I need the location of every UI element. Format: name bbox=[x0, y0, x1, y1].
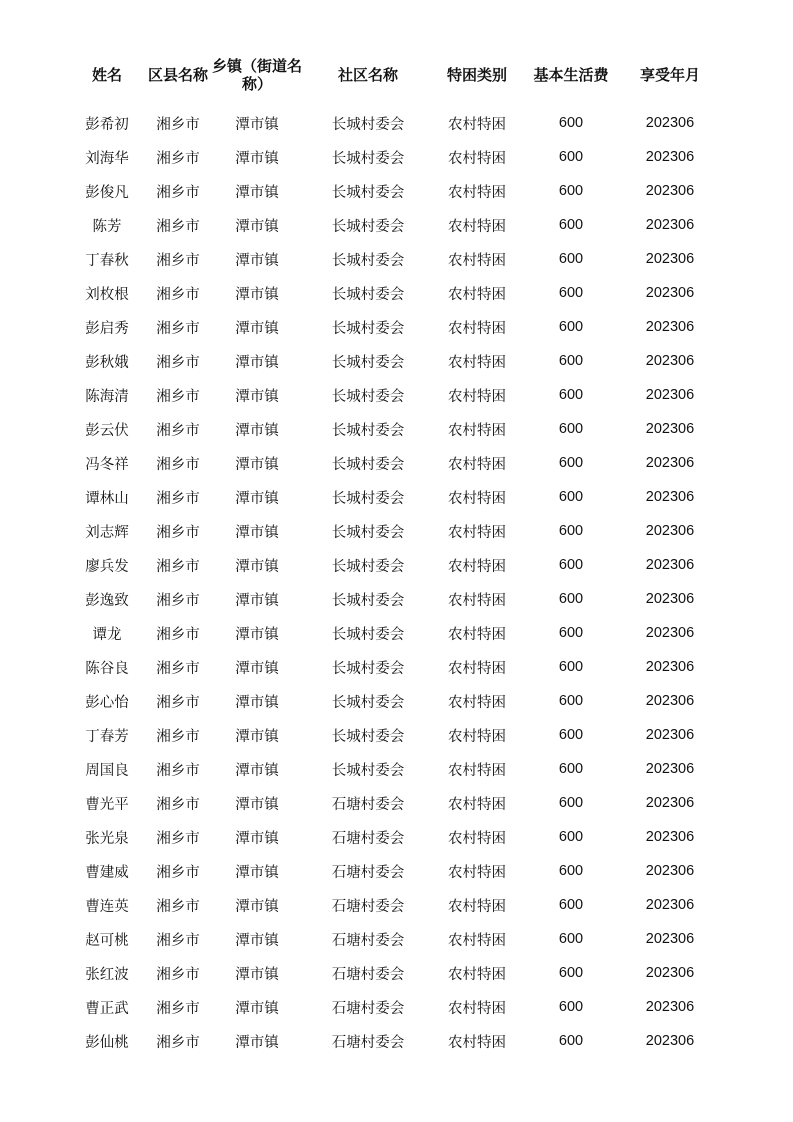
cell-county: 湘乡市 bbox=[156, 150, 200, 167]
cell-name: 彭希初 bbox=[85, 116, 129, 133]
table-body bbox=[70, 106, 718, 1058]
cell-type: 农村特困 bbox=[448, 558, 506, 575]
cell-county: 湘乡市 bbox=[156, 184, 200, 201]
cell-community: 石塘村委会 bbox=[331, 966, 405, 983]
cell-type: 农村特困 bbox=[448, 966, 506, 983]
header-name: 姓名 bbox=[91, 66, 122, 84]
cell-community: 长城村委会 bbox=[331, 592, 405, 609]
table-row bbox=[70, 616, 718, 650]
cell-name: 彭启秀 bbox=[85, 320, 129, 337]
header-county: 区县名称 bbox=[147, 66, 208, 84]
cell-fee: 600 bbox=[558, 115, 584, 131]
table-row bbox=[70, 310, 718, 344]
cell-community: 长城村委会 bbox=[331, 558, 405, 575]
cell-name: 彭秋娥 bbox=[85, 354, 129, 371]
cell-town: 潭市镇 bbox=[235, 694, 279, 711]
cell-county: 湘乡市 bbox=[156, 966, 200, 983]
table-row bbox=[70, 854, 718, 888]
cell-town: 潭市镇 bbox=[235, 354, 279, 371]
cell-town: 潭市镇 bbox=[235, 762, 279, 779]
cell-name: 陈海清 bbox=[85, 388, 129, 405]
cell-fee: 600 bbox=[558, 149, 584, 165]
table-row bbox=[70, 888, 718, 922]
cell-fee: 600 bbox=[558, 421, 584, 437]
cell-county: 湘乡市 bbox=[156, 796, 200, 813]
table-row bbox=[70, 1024, 718, 1058]
cell-name: 周国良 bbox=[85, 762, 129, 779]
cell-name: 谭林山 bbox=[85, 490, 129, 507]
cell-county: 湘乡市 bbox=[156, 694, 200, 711]
cell-fee: 600 bbox=[558, 795, 584, 811]
cell-town: 潭市镇 bbox=[235, 796, 279, 813]
cell-month: 202306 bbox=[645, 183, 695, 199]
cell-month: 202306 bbox=[645, 829, 695, 845]
cell-fee: 600 bbox=[558, 387, 584, 403]
header-spacer bbox=[70, 98, 718, 106]
cell-name: 赵可桃 bbox=[85, 932, 129, 949]
cell-month: 202306 bbox=[645, 999, 695, 1015]
cell-month: 202306 bbox=[645, 319, 695, 335]
cell-type: 农村特困 bbox=[448, 320, 506, 337]
cell-fee: 600 bbox=[558, 999, 584, 1015]
cell-fee: 600 bbox=[558, 965, 584, 981]
cell-county: 湘乡市 bbox=[156, 1034, 200, 1051]
cell-month: 202306 bbox=[645, 557, 695, 573]
cell-fee: 600 bbox=[558, 863, 584, 879]
cell-name: 刘志辉 bbox=[85, 524, 129, 541]
cell-town: 潭市镇 bbox=[235, 1034, 279, 1051]
cell-fee: 600 bbox=[558, 523, 584, 539]
beneficiary-table bbox=[70, 52, 718, 1058]
cell-town: 潭市镇 bbox=[235, 184, 279, 201]
table-row bbox=[70, 650, 718, 684]
cell-fee: 600 bbox=[558, 285, 584, 301]
cell-town: 潭市镇 bbox=[235, 932, 279, 949]
cell-type: 农村特困 bbox=[448, 728, 506, 745]
cell-community: 石塘村委会 bbox=[331, 1034, 405, 1051]
cell-name: 陈谷良 bbox=[85, 660, 129, 677]
cell-county: 湘乡市 bbox=[156, 626, 200, 643]
cell-community: 长城村委会 bbox=[331, 184, 405, 201]
table-row bbox=[70, 582, 718, 616]
cell-town: 潭市镇 bbox=[235, 728, 279, 745]
cell-fee: 600 bbox=[558, 931, 584, 947]
cell-month: 202306 bbox=[645, 897, 695, 913]
cell-community: 长城村委会 bbox=[331, 320, 405, 337]
cell-county: 湘乡市 bbox=[156, 388, 200, 405]
table-row bbox=[70, 174, 718, 208]
cell-fee: 600 bbox=[558, 693, 584, 709]
cell-community: 石塘村委会 bbox=[331, 830, 405, 847]
cell-name: 彭云伏 bbox=[85, 422, 129, 439]
cell-fee: 600 bbox=[558, 591, 584, 607]
cell-town: 潭市镇 bbox=[235, 286, 279, 303]
table-row bbox=[70, 412, 718, 446]
cell-month: 202306 bbox=[645, 149, 695, 165]
cell-month: 202306 bbox=[645, 625, 695, 641]
header-town: 乡镇（街道名称） bbox=[212, 57, 303, 93]
cell-county: 湘乡市 bbox=[156, 898, 200, 915]
cell-month: 202306 bbox=[645, 727, 695, 743]
cell-community: 长城村委会 bbox=[331, 116, 405, 133]
cell-county: 湘乡市 bbox=[156, 1000, 200, 1017]
cell-community: 长城村委会 bbox=[331, 694, 405, 711]
cell-type: 农村特困 bbox=[448, 354, 506, 371]
cell-type: 农村特困 bbox=[448, 830, 506, 847]
cell-community: 长城村委会 bbox=[331, 150, 405, 167]
table-row bbox=[70, 344, 718, 378]
cell-community: 石塘村委会 bbox=[331, 932, 405, 949]
cell-county: 湘乡市 bbox=[156, 558, 200, 575]
cell-community: 长城村委会 bbox=[331, 286, 405, 303]
cell-fee: 600 bbox=[558, 625, 584, 641]
table-row bbox=[70, 786, 718, 820]
cell-month: 202306 bbox=[645, 387, 695, 403]
cell-month: 202306 bbox=[645, 285, 695, 301]
cell-town: 潭市镇 bbox=[235, 830, 279, 847]
cell-month: 202306 bbox=[645, 659, 695, 675]
cell-type: 农村特困 bbox=[448, 252, 506, 269]
cell-county: 湘乡市 bbox=[156, 728, 200, 745]
cell-name: 张光泉 bbox=[85, 830, 129, 847]
cell-fee: 600 bbox=[558, 1033, 584, 1049]
cell-fee: 600 bbox=[558, 489, 584, 505]
cell-type: 农村特困 bbox=[448, 762, 506, 779]
cell-month: 202306 bbox=[645, 965, 695, 981]
table-row bbox=[70, 820, 718, 854]
cell-county: 湘乡市 bbox=[156, 320, 200, 337]
table-row bbox=[70, 446, 718, 480]
cell-county: 湘乡市 bbox=[156, 864, 200, 881]
cell-town: 潭市镇 bbox=[235, 966, 279, 983]
cell-month: 202306 bbox=[645, 523, 695, 539]
cell-county: 湘乡市 bbox=[156, 830, 200, 847]
cell-town: 潭市镇 bbox=[235, 1000, 279, 1017]
cell-town: 潭市镇 bbox=[235, 864, 279, 881]
cell-town: 潭市镇 bbox=[235, 388, 279, 405]
cell-name: 刘枚根 bbox=[85, 286, 129, 303]
cell-type: 农村特困 bbox=[448, 626, 506, 643]
cell-type: 农村特困 bbox=[448, 796, 506, 813]
cell-fee: 600 bbox=[558, 251, 584, 267]
cell-type: 农村特困 bbox=[448, 864, 506, 881]
table-row bbox=[70, 956, 718, 990]
cell-county: 湘乡市 bbox=[156, 592, 200, 609]
cell-town: 潭市镇 bbox=[235, 626, 279, 643]
cell-county: 湘乡市 bbox=[156, 422, 200, 439]
cell-fee: 600 bbox=[558, 183, 584, 199]
cell-month: 202306 bbox=[645, 251, 695, 267]
cell-community: 长城村委会 bbox=[331, 660, 405, 677]
table-row bbox=[70, 752, 718, 786]
cell-county: 湘乡市 bbox=[156, 218, 200, 235]
cell-type: 农村特困 bbox=[448, 116, 506, 133]
cell-community: 长城村委会 bbox=[331, 218, 405, 235]
cell-town: 潭市镇 bbox=[235, 490, 279, 507]
cell-town: 潭市镇 bbox=[235, 898, 279, 915]
cell-name: 刘海华 bbox=[85, 150, 129, 167]
cell-month: 202306 bbox=[645, 1033, 695, 1049]
cell-fee: 600 bbox=[558, 727, 584, 743]
cell-month: 202306 bbox=[645, 353, 695, 369]
cell-town: 潭市镇 bbox=[235, 320, 279, 337]
cell-community: 长城村委会 bbox=[331, 626, 405, 643]
cell-town: 潭市镇 bbox=[235, 422, 279, 439]
cell-community: 长城村委会 bbox=[331, 490, 405, 507]
cell-county: 湘乡市 bbox=[156, 354, 200, 371]
cell-town: 潭市镇 bbox=[235, 592, 279, 609]
cell-type: 农村特困 bbox=[448, 184, 506, 201]
header-type: 特困类别 bbox=[446, 66, 507, 84]
cell-fee: 600 bbox=[558, 353, 584, 369]
cell-town: 潭市镇 bbox=[235, 660, 279, 677]
cell-name: 彭逸致 bbox=[85, 592, 129, 609]
cell-town: 潭市镇 bbox=[235, 150, 279, 167]
table-row bbox=[70, 140, 718, 174]
cell-name: 彭俊凡 bbox=[85, 184, 129, 201]
table-row bbox=[70, 990, 718, 1024]
table-row bbox=[70, 514, 718, 548]
cell-type: 农村特困 bbox=[448, 592, 506, 609]
cell-fee: 600 bbox=[558, 557, 584, 573]
cell-name: 谭龙 bbox=[92, 626, 122, 643]
table-row bbox=[70, 106, 718, 140]
cell-name: 曹光平 bbox=[85, 796, 129, 813]
cell-month: 202306 bbox=[645, 693, 695, 709]
table-row bbox=[70, 276, 718, 310]
cell-county: 湘乡市 bbox=[156, 762, 200, 779]
cell-month: 202306 bbox=[645, 931, 695, 947]
cell-type: 农村特困 bbox=[448, 456, 506, 473]
cell-county: 湘乡市 bbox=[156, 456, 200, 473]
cell-community: 长城村委会 bbox=[331, 728, 405, 745]
table-header bbox=[70, 52, 718, 106]
cell-name: 曹连英 bbox=[85, 898, 129, 915]
cell-name: 丁春芳 bbox=[85, 728, 129, 745]
cell-fee: 600 bbox=[558, 217, 584, 233]
header-month: 享受年月 bbox=[639, 66, 700, 84]
cell-type: 农村特困 bbox=[448, 694, 506, 711]
table-row bbox=[70, 378, 718, 412]
cell-community: 石塘村委会 bbox=[331, 796, 405, 813]
table-row bbox=[70, 242, 718, 276]
cell-fee: 600 bbox=[558, 455, 584, 471]
cell-month: 202306 bbox=[645, 455, 695, 471]
cell-town: 潭市镇 bbox=[235, 116, 279, 133]
cell-type: 农村特困 bbox=[448, 932, 506, 949]
header-row bbox=[70, 52, 718, 98]
cell-town: 潭市镇 bbox=[235, 252, 279, 269]
cell-town: 潭市镇 bbox=[235, 218, 279, 235]
cell-name: 冯冬祥 bbox=[85, 456, 129, 473]
cell-county: 湘乡市 bbox=[156, 524, 200, 541]
table-row bbox=[70, 480, 718, 514]
cell-month: 202306 bbox=[645, 795, 695, 811]
table-row bbox=[70, 548, 718, 582]
cell-month: 202306 bbox=[645, 591, 695, 607]
cell-community: 石塘村委会 bbox=[331, 1000, 405, 1017]
cell-name: 曹正武 bbox=[85, 1000, 129, 1017]
cell-type: 农村特困 bbox=[448, 422, 506, 439]
cell-community: 长城村委会 bbox=[331, 388, 405, 405]
cell-type: 农村特困 bbox=[448, 150, 506, 167]
cell-name: 曹建威 bbox=[85, 864, 129, 881]
table-row bbox=[70, 208, 718, 242]
table-row bbox=[70, 922, 718, 956]
cell-type: 农村特困 bbox=[448, 1034, 506, 1051]
cell-town: 潭市镇 bbox=[235, 456, 279, 473]
cell-community: 长城村委会 bbox=[331, 252, 405, 269]
cell-name: 丁春秋 bbox=[85, 252, 129, 269]
cell-community: 石塘村委会 bbox=[331, 898, 405, 915]
cell-county: 湘乡市 bbox=[156, 490, 200, 507]
cell-type: 农村特困 bbox=[448, 524, 506, 541]
cell-month: 202306 bbox=[645, 863, 695, 879]
cell-community: 石塘村委会 bbox=[331, 864, 405, 881]
cell-type: 农村特困 bbox=[448, 898, 506, 915]
cell-name: 陈芳 bbox=[92, 218, 122, 235]
cell-fee: 600 bbox=[558, 829, 584, 845]
cell-month: 202306 bbox=[645, 761, 695, 777]
cell-type: 农村特困 bbox=[448, 660, 506, 677]
cell-county: 湘乡市 bbox=[156, 660, 200, 677]
cell-month: 202306 bbox=[645, 489, 695, 505]
cell-name: 张红波 bbox=[85, 966, 129, 983]
table-row bbox=[70, 718, 718, 752]
cell-community: 长城村委会 bbox=[331, 354, 405, 371]
cell-type: 农村特困 bbox=[448, 1000, 506, 1017]
cell-county: 湘乡市 bbox=[156, 932, 200, 949]
cell-town: 潭市镇 bbox=[235, 524, 279, 541]
table-row bbox=[70, 684, 718, 718]
cell-type: 农村特困 bbox=[448, 286, 506, 303]
cell-community: 长城村委会 bbox=[331, 456, 405, 473]
cell-fee: 600 bbox=[558, 897, 584, 913]
cell-county: 湘乡市 bbox=[156, 286, 200, 303]
header-fee: 基本生活费 bbox=[533, 66, 609, 84]
cell-county: 湘乡市 bbox=[156, 252, 200, 269]
cell-name: 彭仙桃 bbox=[85, 1034, 129, 1051]
cell-county: 湘乡市 bbox=[156, 116, 200, 133]
cell-month: 202306 bbox=[645, 421, 695, 437]
cell-community: 长城村委会 bbox=[331, 524, 405, 541]
cell-name: 彭心怡 bbox=[85, 694, 129, 711]
cell-fee: 600 bbox=[558, 659, 584, 675]
cell-type: 农村特困 bbox=[448, 388, 506, 405]
cell-name: 廖兵发 bbox=[85, 558, 129, 575]
header-community: 社区名称 bbox=[337, 66, 398, 84]
cell-community: 长城村委会 bbox=[331, 422, 405, 439]
cell-month: 202306 bbox=[645, 217, 695, 233]
cell-town: 潭市镇 bbox=[235, 558, 279, 575]
cell-type: 农村特困 bbox=[448, 218, 506, 235]
cell-community: 长城村委会 bbox=[331, 762, 405, 779]
cell-fee: 600 bbox=[558, 761, 584, 777]
cell-fee: 600 bbox=[558, 319, 584, 335]
cell-type: 农村特困 bbox=[448, 490, 506, 507]
cell-month: 202306 bbox=[645, 115, 695, 131]
